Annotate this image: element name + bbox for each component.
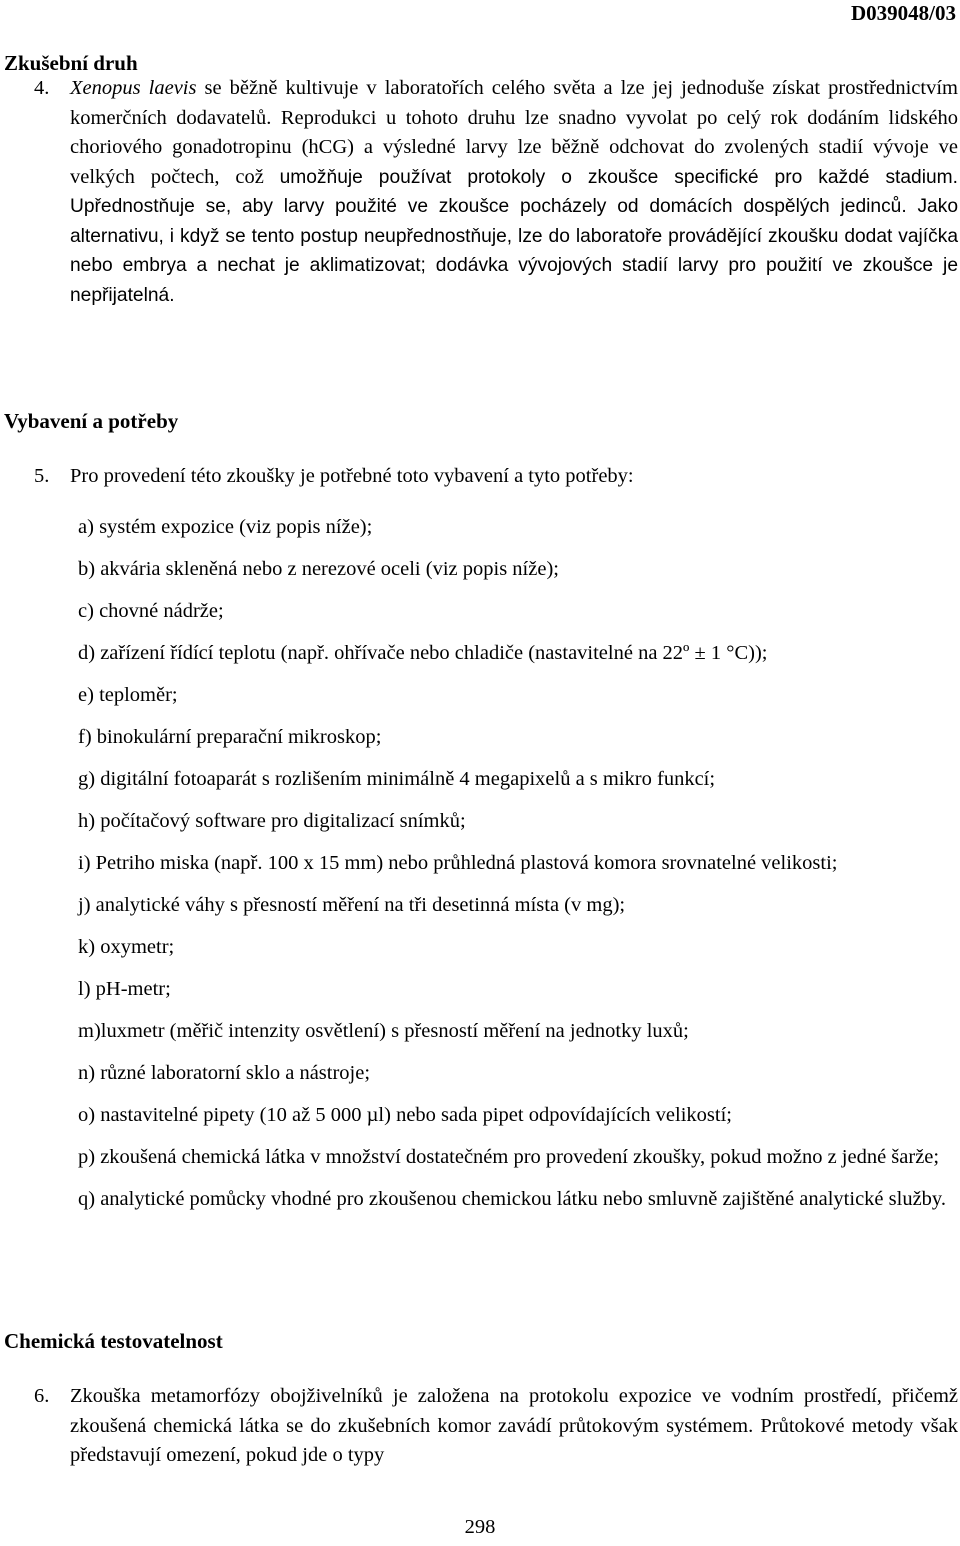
heading-equipment: Vybavení a potřeby	[4, 409, 179, 433]
paragraph-text: Zkouška metamorfózy obojživelníků je založena na protokolu expozice ve vodním prostředí, přičemž zkoušená chemická látka se do zkušebních komor zavádí průtokovým systémem. Průtokové metody však představují omezení, pokud jde o typy	[70, 1385, 958, 1466]
paragraph-6	[34, 1382, 958, 1471]
species-name: Xenopus laevis	[70, 77, 197, 99]
list-item: f) binokulární preparační mikroskop;	[78, 726, 382, 748]
list-item: o) nastavitelné pipety (10 až 5 000 µl) nebo sada pipet odpovídajících velikostí;	[78, 1104, 732, 1126]
list-item: c) chovné nádrže;	[78, 600, 224, 622]
list-item: m)luxmetr (měřič intenzity osvětlení) s přesností měření na jednotky luxů;	[78, 1020, 689, 1042]
heading-chemical-testability: Chemická testovatelnost	[4, 1329, 223, 1353]
list-item: h) počítačový software pro digitalizací snímků;	[78, 810, 466, 832]
heading-test-species: Zkušební druh	[4, 51, 138, 75]
paragraph-4	[34, 74, 958, 310]
list-item: i) Petriho miska (např. 100 x 15 mm) nebo průhledná plastová komora srovnatelné velikosti;	[78, 852, 838, 874]
list-item: g) digitální fotoaparát s rozlišením minimálně 4 megapixelů a s mikro funkcí;	[78, 768, 716, 790]
list-item: d) zařízení řídící teplotu (např. ohřívače nebo chladiče (nastavitelné na 22º ± 1 °C));	[78, 642, 768, 664]
paragraph-number: 6.	[34, 1385, 50, 1407]
page-number: 298	[464, 1516, 496, 1538]
document-id: D039048/03	[851, 1, 956, 25]
list-item: l) pH-metr;	[78, 978, 171, 1000]
paragraph-text-sans: umožňuje používat protokoly o zkoušce specifické pro každé stadium. Upřednostňuje se, aby larvy použité ve zkoušce pocházely od domácích dospělých jedinců. Jako alternativu, i když se tento postup neupřednostňuje, lze do laboratoře provádějící zkoušku dodat vajíčka nebo embrya a nechat je aklimatizovat; dodávka vývojových stadií larvy pro použití ve zkoušce je nepřijatelná.	[70, 166, 958, 306]
list-item: j) analytické váhy s přesností měření na tři desetinná místa (v mg);	[78, 894, 626, 916]
list-item: p) zkoušená chemická látka v množství dostatečném pro provedení zkoušky, pokud možno z jedné šarže;	[78, 1146, 940, 1168]
paragraph-text	[70, 74, 958, 310]
paragraph-number: 4.	[34, 77, 50, 99]
paragraph-text: Pro provedení této zkoušky je potřebné toto vybavení a tyto potřeby:	[70, 465, 634, 487]
equipment-list	[78, 513, 958, 1227]
list-item: e) teploměr;	[78, 684, 178, 706]
paragraph-text-serif: se běžně kultivuje v laboratořích celého světa a lze jej jednoduše získat prostřednictvím komerčních dodavatelů. Reprodukci u tohoto druhu lze snadno vyvolat po celý rok dodáním lidského choriového gonadotropinu (hCG) a výsledné larvy lze běžně odchovat do zvolených stadií vývoje ve velkých počtech, což	[70, 77, 958, 188]
list-item: b) akvária skleněná nebo z nerezové oceli (viz popis níže);	[78, 558, 559, 580]
list-item: k) oxymetr;	[78, 936, 175, 958]
paragraph-5	[34, 462, 958, 492]
paragraph-number: 5.	[34, 465, 50, 487]
list-item: a) systém expozice (viz popis níže);	[78, 516, 373, 538]
list-item: q) analytické pomůcky vhodné pro zkoušenou chemickou látku nebo smluvně zajištěné analytické služby.	[78, 1188, 946, 1210]
list-item: n) různé laboratorní sklo a nástroje;	[78, 1062, 371, 1084]
